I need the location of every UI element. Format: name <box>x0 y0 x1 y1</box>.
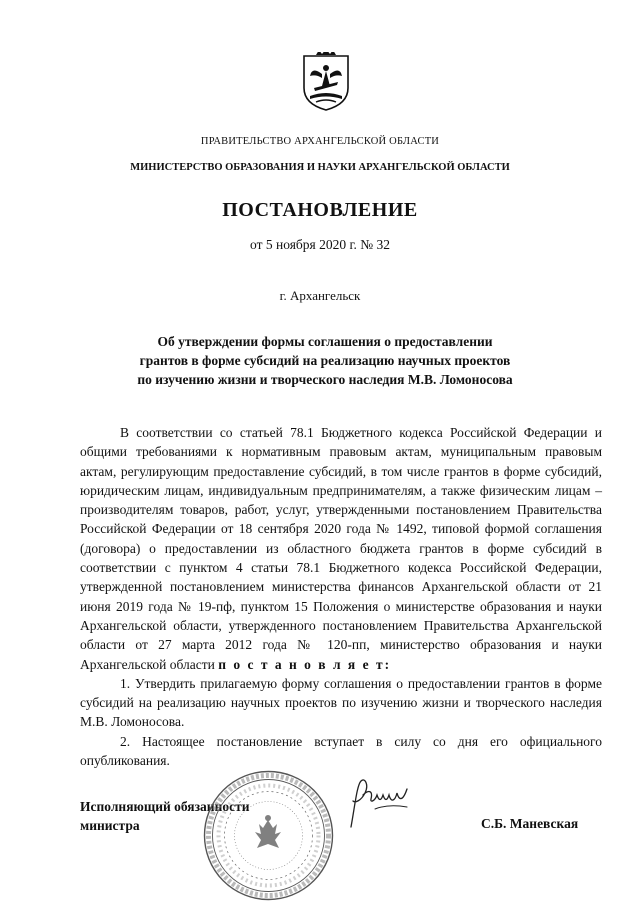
coat-of-arms-icon <box>300 52 352 112</box>
document-type: ПОСТАНОВЛЕНИЕ <box>222 199 418 221</box>
item-2: 2. Настоящее постановление вступает в силу со дня его официального опубликования. <box>80 733 602 769</box>
signer-position-line2: министра <box>80 818 140 833</box>
document-city: г. Архангельск <box>279 288 361 303</box>
preamble-paragraph <box>80 423 602 674</box>
title-line: грантов в форме субсидий на реализацию научных проектов <box>139 353 511 368</box>
resolves-text: п о с т а н о в л я е т: <box>218 656 392 672</box>
title-line: по изучению жизни и творческого наследия М.В. Ломоносова <box>137 372 513 387</box>
preamble-text: В соответствии со статьей 78.1 Бюджетного кодекса Российской Федерации и общими требованиями к нормативным правовым актам, муниципальным правовым актам, регулирующим предоставление субсидий, в том числе грантов в форме субсидий, юридическим лицам, индивидуальным предпринимателям, а также физическим лицам – производителям товаров, работ, услуг, утвержденными постановлением Правительства Российской Федерации от 18 сентября 2020 года № 1492, типовой формой соглашения (договора) о предоставлении из областного бюджета грантов в форме субсидий в соответствии с пунктом 4 статьи 78.1 Бюджетного кодекса Российской Федерации, утвержденной постановлением министерства финансов Архангельской области от 21 июня 2019 года № 19-пф, пунктом 15 Положения о министерстве образования и науки Архангельской области, утвержденного постановлением Правительства Архангельской области от 27 марта 2012 года № 120-пп, министерство образования и науки Архангельской области <box>80 425 602 672</box>
government-name: ПРАВИТЕЛЬСТВО АРХАНГЕЛЬСКОЙ ОБЛАСТИ <box>200 136 440 147</box>
document-body <box>80 423 602 770</box>
signer-position-line1: Исполняющий обязанности <box>80 799 250 814</box>
document-date-number: от 5 ноября 2020 г. № 32 <box>250 237 390 252</box>
title-line: Об утверждении формы соглашения о предоставлении <box>157 334 493 349</box>
item-1: 1. Утвердить прилагаемую форму соглашения о предоставлении грантов в форме субсидий на реализацию научных проектов по изучению жизни и творческого наследия М.В. Ломоносова. <box>80 675 602 730</box>
signer-name: С.Б. Маневская <box>481 816 579 831</box>
handwritten-signature <box>345 775 415 835</box>
document-title <box>90 332 560 389</box>
official-stamp <box>201 768 336 903</box>
ministry-name: МИНИСТЕРСТВО ОБРАЗОВАНИЯ И НАУКИ АРХАНГЕЛЬСКОЙ ОБЛАСТИ <box>130 162 510 173</box>
